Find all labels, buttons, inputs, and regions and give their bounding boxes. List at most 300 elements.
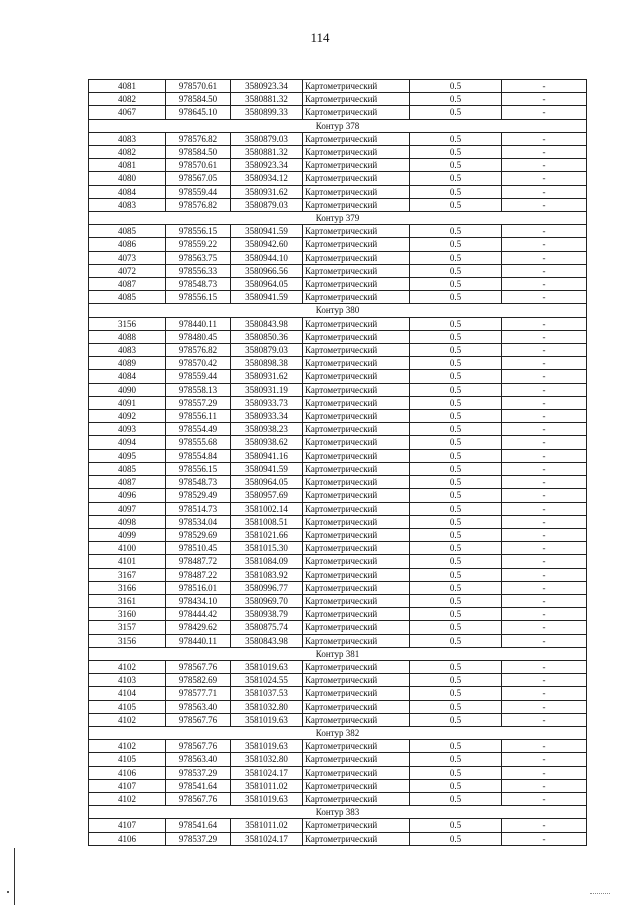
dash-cell: - [502,753,587,766]
x-coordinate-cell: 978555.68 [166,436,231,449]
accuracy-cell: 0.5 [410,132,502,145]
x-coordinate-cell: 978514.73 [166,502,231,515]
x-coordinate-cell: 978487.72 [166,555,231,568]
table-row [89,528,587,541]
accuracy-cell: 0.5 [410,291,502,304]
dash-cell: - [502,449,587,462]
accuracy-cell: 0.5 [410,700,502,713]
y-coordinate-cell: 3581024.17 [231,832,303,845]
dash-cell: - [502,740,587,753]
point-number-cell: 3156 [89,634,166,647]
y-coordinate-cell: 3580931.62 [231,370,303,383]
y-coordinate-cell: 3580881.32 [231,93,303,106]
accuracy-cell: 0.5 [410,396,502,409]
y-coordinate-cell: 3580923.34 [231,80,303,93]
dash-cell: - [502,832,587,845]
method-cell: Картометрический [303,172,410,185]
x-coordinate-cell: 978582.69 [166,674,231,687]
point-number-cell: 4101 [89,555,166,568]
table-row [89,753,587,766]
point-number-cell: 4099 [89,528,166,541]
point-number-cell: 4080 [89,172,166,185]
x-coordinate-cell: 978541.64 [166,779,231,792]
method-cell: Картометрический [303,132,410,145]
method-cell: Картометрический [303,238,410,251]
x-coordinate-cell: 978554.84 [166,449,231,462]
point-number-cell: 4097 [89,502,166,515]
accuracy-cell: 0.5 [410,568,502,581]
x-coordinate-cell: 978510.45 [166,542,231,555]
accuracy-cell: 0.5 [410,357,502,370]
method-cell: Картометрический [303,608,410,621]
dash-cell: - [502,436,587,449]
dash-cell: - [502,634,587,647]
accuracy-cell: 0.5 [410,238,502,251]
table-row [89,238,587,251]
y-coordinate-cell: 3580843.98 [231,634,303,647]
y-coordinate-cell: 3580941.59 [231,462,303,475]
x-coordinate-cell: 978548.73 [166,476,231,489]
x-coordinate-cell: 978440.11 [166,317,231,330]
method-cell: Картометрический [303,93,410,106]
point-number-cell: 4092 [89,410,166,423]
dash-cell: - [502,159,587,172]
accuracy-cell: 0.5 [410,502,502,515]
point-number-cell: 4088 [89,330,166,343]
method-cell: Картометрический [303,344,410,357]
accuracy-cell: 0.5 [410,753,502,766]
y-coordinate-cell: 3581011.02 [231,779,303,792]
method-cell: Картометрический [303,146,410,159]
table-row [89,819,587,832]
y-coordinate-cell: 3581032.80 [231,700,303,713]
dash-cell: - [502,264,587,277]
point-number-cell: 4081 [89,80,166,93]
accuracy-cell: 0.5 [410,172,502,185]
x-coordinate-cell: 978577.71 [166,687,231,700]
scan-speck [7,891,9,893]
table-row [89,396,587,409]
method-cell: Картометрический [303,674,410,687]
table-row [89,225,587,238]
method-cell: Картометрический [303,766,410,779]
method-cell: Картометрический [303,819,410,832]
contour-header-row [89,806,587,819]
point-number-cell: 4090 [89,383,166,396]
table-row [89,621,587,634]
method-cell: Картометрический [303,264,410,277]
point-number-cell: 4102 [89,792,166,805]
x-coordinate-cell: 978645.10 [166,106,231,119]
x-coordinate-cell: 978487.22 [166,568,231,581]
y-coordinate-cell: 3581032.80 [231,753,303,766]
accuracy-cell: 0.5 [410,528,502,541]
method-cell: Картометрический [303,476,410,489]
dash-cell: - [502,462,587,475]
accuracy-cell: 0.5 [410,687,502,700]
scan-edge-line [14,848,15,905]
table-row [89,581,587,594]
y-coordinate-cell: 3580944.10 [231,251,303,264]
table-row [89,476,587,489]
table-row [89,146,587,159]
y-coordinate-cell: 3580931.62 [231,185,303,198]
point-number-cell: 4104 [89,687,166,700]
point-number-cell: 4102 [89,713,166,726]
dash-cell: - [502,779,587,792]
method-cell: Картометрический [303,740,410,753]
coordinates-table [88,79,587,846]
contour-header-row [89,212,587,225]
dash-cell: - [502,528,587,541]
table-row [89,449,587,462]
table-row [89,344,587,357]
contour-label: Контур 379 [89,212,587,225]
table-row [89,766,587,779]
x-coordinate-cell: 978541.64 [166,819,231,832]
table-row [89,594,587,607]
x-coordinate-cell: 978576.82 [166,132,231,145]
x-coordinate-cell: 978570.61 [166,159,231,172]
method-cell: Картометрический [303,660,410,673]
method-cell: Картометрический [303,436,410,449]
table-row [89,291,587,304]
method-cell: Картометрический [303,449,410,462]
y-coordinate-cell: 3581024.17 [231,766,303,779]
table-row [89,357,587,370]
accuracy-cell: 0.5 [410,515,502,528]
method-cell: Картометрический [303,423,410,436]
dash-cell: - [502,146,587,159]
table-row [89,832,587,845]
y-coordinate-cell: 3581002.14 [231,502,303,515]
accuracy-cell: 0.5 [410,462,502,475]
dash-cell: - [502,344,587,357]
point-number-cell: 3166 [89,581,166,594]
table-row [89,159,587,172]
x-coordinate-cell: 978556.15 [166,462,231,475]
point-number-cell: 4105 [89,753,166,766]
y-coordinate-cell: 3580941.59 [231,291,303,304]
table-row [89,660,587,673]
dash-cell: - [502,423,587,436]
accuracy-cell: 0.5 [410,344,502,357]
method-cell: Картометрический [303,621,410,634]
method-cell: Картометрический [303,462,410,475]
accuracy-cell: 0.5 [410,198,502,211]
dash-cell: - [502,502,587,515]
method-cell: Картометрический [303,700,410,713]
accuracy-cell: 0.5 [410,383,502,396]
dash-cell: - [502,383,587,396]
accuracy-cell: 0.5 [410,660,502,673]
table-row [89,132,587,145]
y-coordinate-cell: 3581011.02 [231,819,303,832]
method-cell: Картометрический [303,251,410,264]
table-row [89,713,587,726]
y-coordinate-cell: 3580923.34 [231,159,303,172]
point-number-cell: 4100 [89,542,166,555]
x-coordinate-cell: 978534.04 [166,515,231,528]
y-coordinate-cell: 3581019.63 [231,713,303,726]
y-coordinate-cell: 3580957.69 [231,489,303,502]
point-number-cell: 4081 [89,159,166,172]
x-coordinate-cell: 978429.62 [166,621,231,634]
method-cell: Картометрический [303,410,410,423]
accuracy-cell: 0.5 [410,410,502,423]
y-coordinate-cell: 3580964.05 [231,278,303,291]
accuracy-cell: 0.5 [410,159,502,172]
method-cell: Картометрический [303,594,410,607]
contour-label: Контур 378 [89,119,587,132]
point-number-cell: 4094 [89,436,166,449]
dash-cell: - [502,515,587,528]
contour-header-row [89,119,587,132]
y-coordinate-cell: 3580942.60 [231,238,303,251]
dash-cell: - [502,198,587,211]
x-coordinate-cell: 978444.42 [166,608,231,621]
accuracy-cell: 0.5 [410,792,502,805]
coordinates-table-body [89,80,587,846]
accuracy-cell: 0.5 [410,476,502,489]
method-cell: Картометрический [303,370,410,383]
point-number-cell: 3161 [89,594,166,607]
dash-cell: - [502,660,587,673]
method-cell: Картометрический [303,383,410,396]
accuracy-cell: 0.5 [410,581,502,594]
x-coordinate-cell: 978567.05 [166,172,231,185]
method-cell: Картометрический [303,106,410,119]
method-cell: Картометрический [303,581,410,594]
point-number-cell: 4085 [89,462,166,475]
table-row [89,700,587,713]
accuracy-cell: 0.5 [410,489,502,502]
table-row [89,410,587,423]
point-number-cell: 4105 [89,700,166,713]
point-number-cell: 4085 [89,225,166,238]
y-coordinate-cell: 3580964.05 [231,476,303,489]
point-number-cell: 3160 [89,608,166,621]
y-coordinate-cell: 3581084.09 [231,555,303,568]
dash-cell: - [502,106,587,119]
point-number-cell: 4085 [89,291,166,304]
table-row [89,515,587,528]
contour-label: Контур 381 [89,647,587,660]
dash-cell: - [502,792,587,805]
y-coordinate-cell: 3580969.70 [231,594,303,607]
contour-header-row [89,304,587,317]
accuracy-cell: 0.5 [410,621,502,634]
point-number-cell: 4091 [89,396,166,409]
x-coordinate-cell: 978529.69 [166,528,231,541]
table-row [89,93,587,106]
method-cell: Картометрический [303,489,410,502]
table-row [89,779,587,792]
x-coordinate-cell: 978559.22 [166,238,231,251]
accuracy-cell: 0.5 [410,106,502,119]
y-coordinate-cell: 3580843.98 [231,317,303,330]
y-coordinate-cell: 3580898.38 [231,357,303,370]
y-coordinate-cell: 3580875.74 [231,621,303,634]
method-cell: Картометрический [303,568,410,581]
table-row [89,423,587,436]
point-number-cell: 4086 [89,238,166,251]
accuracy-cell: 0.5 [410,251,502,264]
dash-cell: - [502,581,587,594]
method-cell: Картометрический [303,542,410,555]
dash-cell: - [502,542,587,555]
method-cell: Картометрический [303,634,410,647]
x-coordinate-cell: 978563.40 [166,700,231,713]
point-number-cell: 4087 [89,278,166,291]
accuracy-cell: 0.5 [410,80,502,93]
table-row [89,502,587,515]
dash-cell: - [502,80,587,93]
accuracy-cell: 0.5 [410,370,502,383]
dash-cell: - [502,476,587,489]
dash-cell: - [502,251,587,264]
method-cell: Картометрический [303,555,410,568]
y-coordinate-cell: 3580966.56 [231,264,303,277]
dash-cell: - [502,568,587,581]
table-row [89,740,587,753]
accuracy-cell: 0.5 [410,93,502,106]
x-coordinate-cell: 978529.49 [166,489,231,502]
accuracy-cell: 0.5 [410,449,502,462]
x-coordinate-cell: 978567.76 [166,713,231,726]
point-number-cell: 4103 [89,674,166,687]
accuracy-cell: 0.5 [410,542,502,555]
y-coordinate-cell: 3580941.59 [231,225,303,238]
dash-cell: - [502,172,587,185]
method-cell: Картометрический [303,80,410,93]
x-coordinate-cell: 978567.76 [166,792,231,805]
accuracy-cell: 0.5 [410,766,502,779]
x-coordinate-cell: 978556.15 [166,291,231,304]
point-number-cell: 4072 [89,264,166,277]
x-coordinate-cell: 978570.61 [166,80,231,93]
accuracy-cell: 0.5 [410,330,502,343]
point-number-cell: 3167 [89,568,166,581]
accuracy-cell: 0.5 [410,634,502,647]
x-coordinate-cell: 978559.44 [166,185,231,198]
method-cell: Картометрический [303,198,410,211]
point-number-cell: 4093 [89,423,166,436]
y-coordinate-cell: 3580938.79 [231,608,303,621]
contour-label: Контур 383 [89,806,587,819]
scan-corner-marks [590,893,610,895]
method-cell: Картометрический [303,502,410,515]
x-coordinate-cell: 978557.29 [166,396,231,409]
accuracy-cell: 0.5 [410,608,502,621]
table-row [89,792,587,805]
y-coordinate-cell: 3580879.03 [231,198,303,211]
table-row [89,489,587,502]
y-coordinate-cell: 3581019.63 [231,792,303,805]
dash-cell: - [502,396,587,409]
dash-cell: - [502,93,587,106]
accuracy-cell: 0.5 [410,555,502,568]
dash-cell: - [502,225,587,238]
x-coordinate-cell: 978559.44 [166,370,231,383]
accuracy-cell: 0.5 [410,674,502,687]
table-row [89,608,587,621]
accuracy-cell: 0.5 [410,779,502,792]
dash-cell: - [502,357,587,370]
accuracy-cell: 0.5 [410,317,502,330]
x-coordinate-cell: 978556.33 [166,264,231,277]
y-coordinate-cell: 3581024.55 [231,674,303,687]
dash-cell: - [502,489,587,502]
table-row [89,542,587,555]
y-coordinate-cell: 3580933.73 [231,396,303,409]
point-number-cell: 4107 [89,779,166,792]
table-row [89,462,587,475]
dash-cell: - [502,370,587,383]
dash-cell: - [502,410,587,423]
method-cell: Картометрический [303,713,410,726]
y-coordinate-cell: 3580879.03 [231,344,303,357]
y-coordinate-cell: 3581037.53 [231,687,303,700]
point-number-cell: 4098 [89,515,166,528]
x-coordinate-cell: 978558.13 [166,383,231,396]
y-coordinate-cell: 3581015.30 [231,542,303,555]
table-row [89,436,587,449]
accuracy-cell: 0.5 [410,146,502,159]
x-coordinate-cell: 978548.73 [166,278,231,291]
point-number-cell: 4084 [89,185,166,198]
y-coordinate-cell: 3580934.12 [231,172,303,185]
y-coordinate-cell: 3581083.92 [231,568,303,581]
point-number-cell: 4102 [89,660,166,673]
y-coordinate-cell: 3580881.32 [231,146,303,159]
method-cell: Картометрический [303,779,410,792]
point-number-cell: 4096 [89,489,166,502]
table-row [89,185,587,198]
accuracy-cell: 0.5 [410,832,502,845]
dash-cell: - [502,132,587,145]
x-coordinate-cell: 978584.50 [166,93,231,106]
y-coordinate-cell: 3581019.63 [231,740,303,753]
dash-cell: - [502,238,587,251]
dash-cell: - [502,291,587,304]
x-coordinate-cell: 978563.75 [166,251,231,264]
point-number-cell: 4106 [89,766,166,779]
point-number-cell: 4102 [89,740,166,753]
table-row [89,634,587,647]
method-cell: Картометрический [303,185,410,198]
x-coordinate-cell: 978480.45 [166,330,231,343]
accuracy-cell: 0.5 [410,264,502,277]
table-row [89,330,587,343]
x-coordinate-cell: 978556.11 [166,410,231,423]
y-coordinate-cell: 3581021.66 [231,528,303,541]
y-coordinate-cell: 3581019.63 [231,660,303,673]
contour-header-row [89,726,587,739]
point-number-cell: 4082 [89,146,166,159]
method-cell: Картометрический [303,278,410,291]
accuracy-cell: 0.5 [410,594,502,607]
dash-cell: - [502,278,587,291]
x-coordinate-cell: 978440.11 [166,634,231,647]
y-coordinate-cell: 3580850.36 [231,330,303,343]
table-row [89,106,587,119]
table-row [89,674,587,687]
table-row [89,568,587,581]
x-coordinate-cell: 978537.29 [166,766,231,779]
x-coordinate-cell: 978516.01 [166,581,231,594]
y-coordinate-cell: 3580931.19 [231,383,303,396]
